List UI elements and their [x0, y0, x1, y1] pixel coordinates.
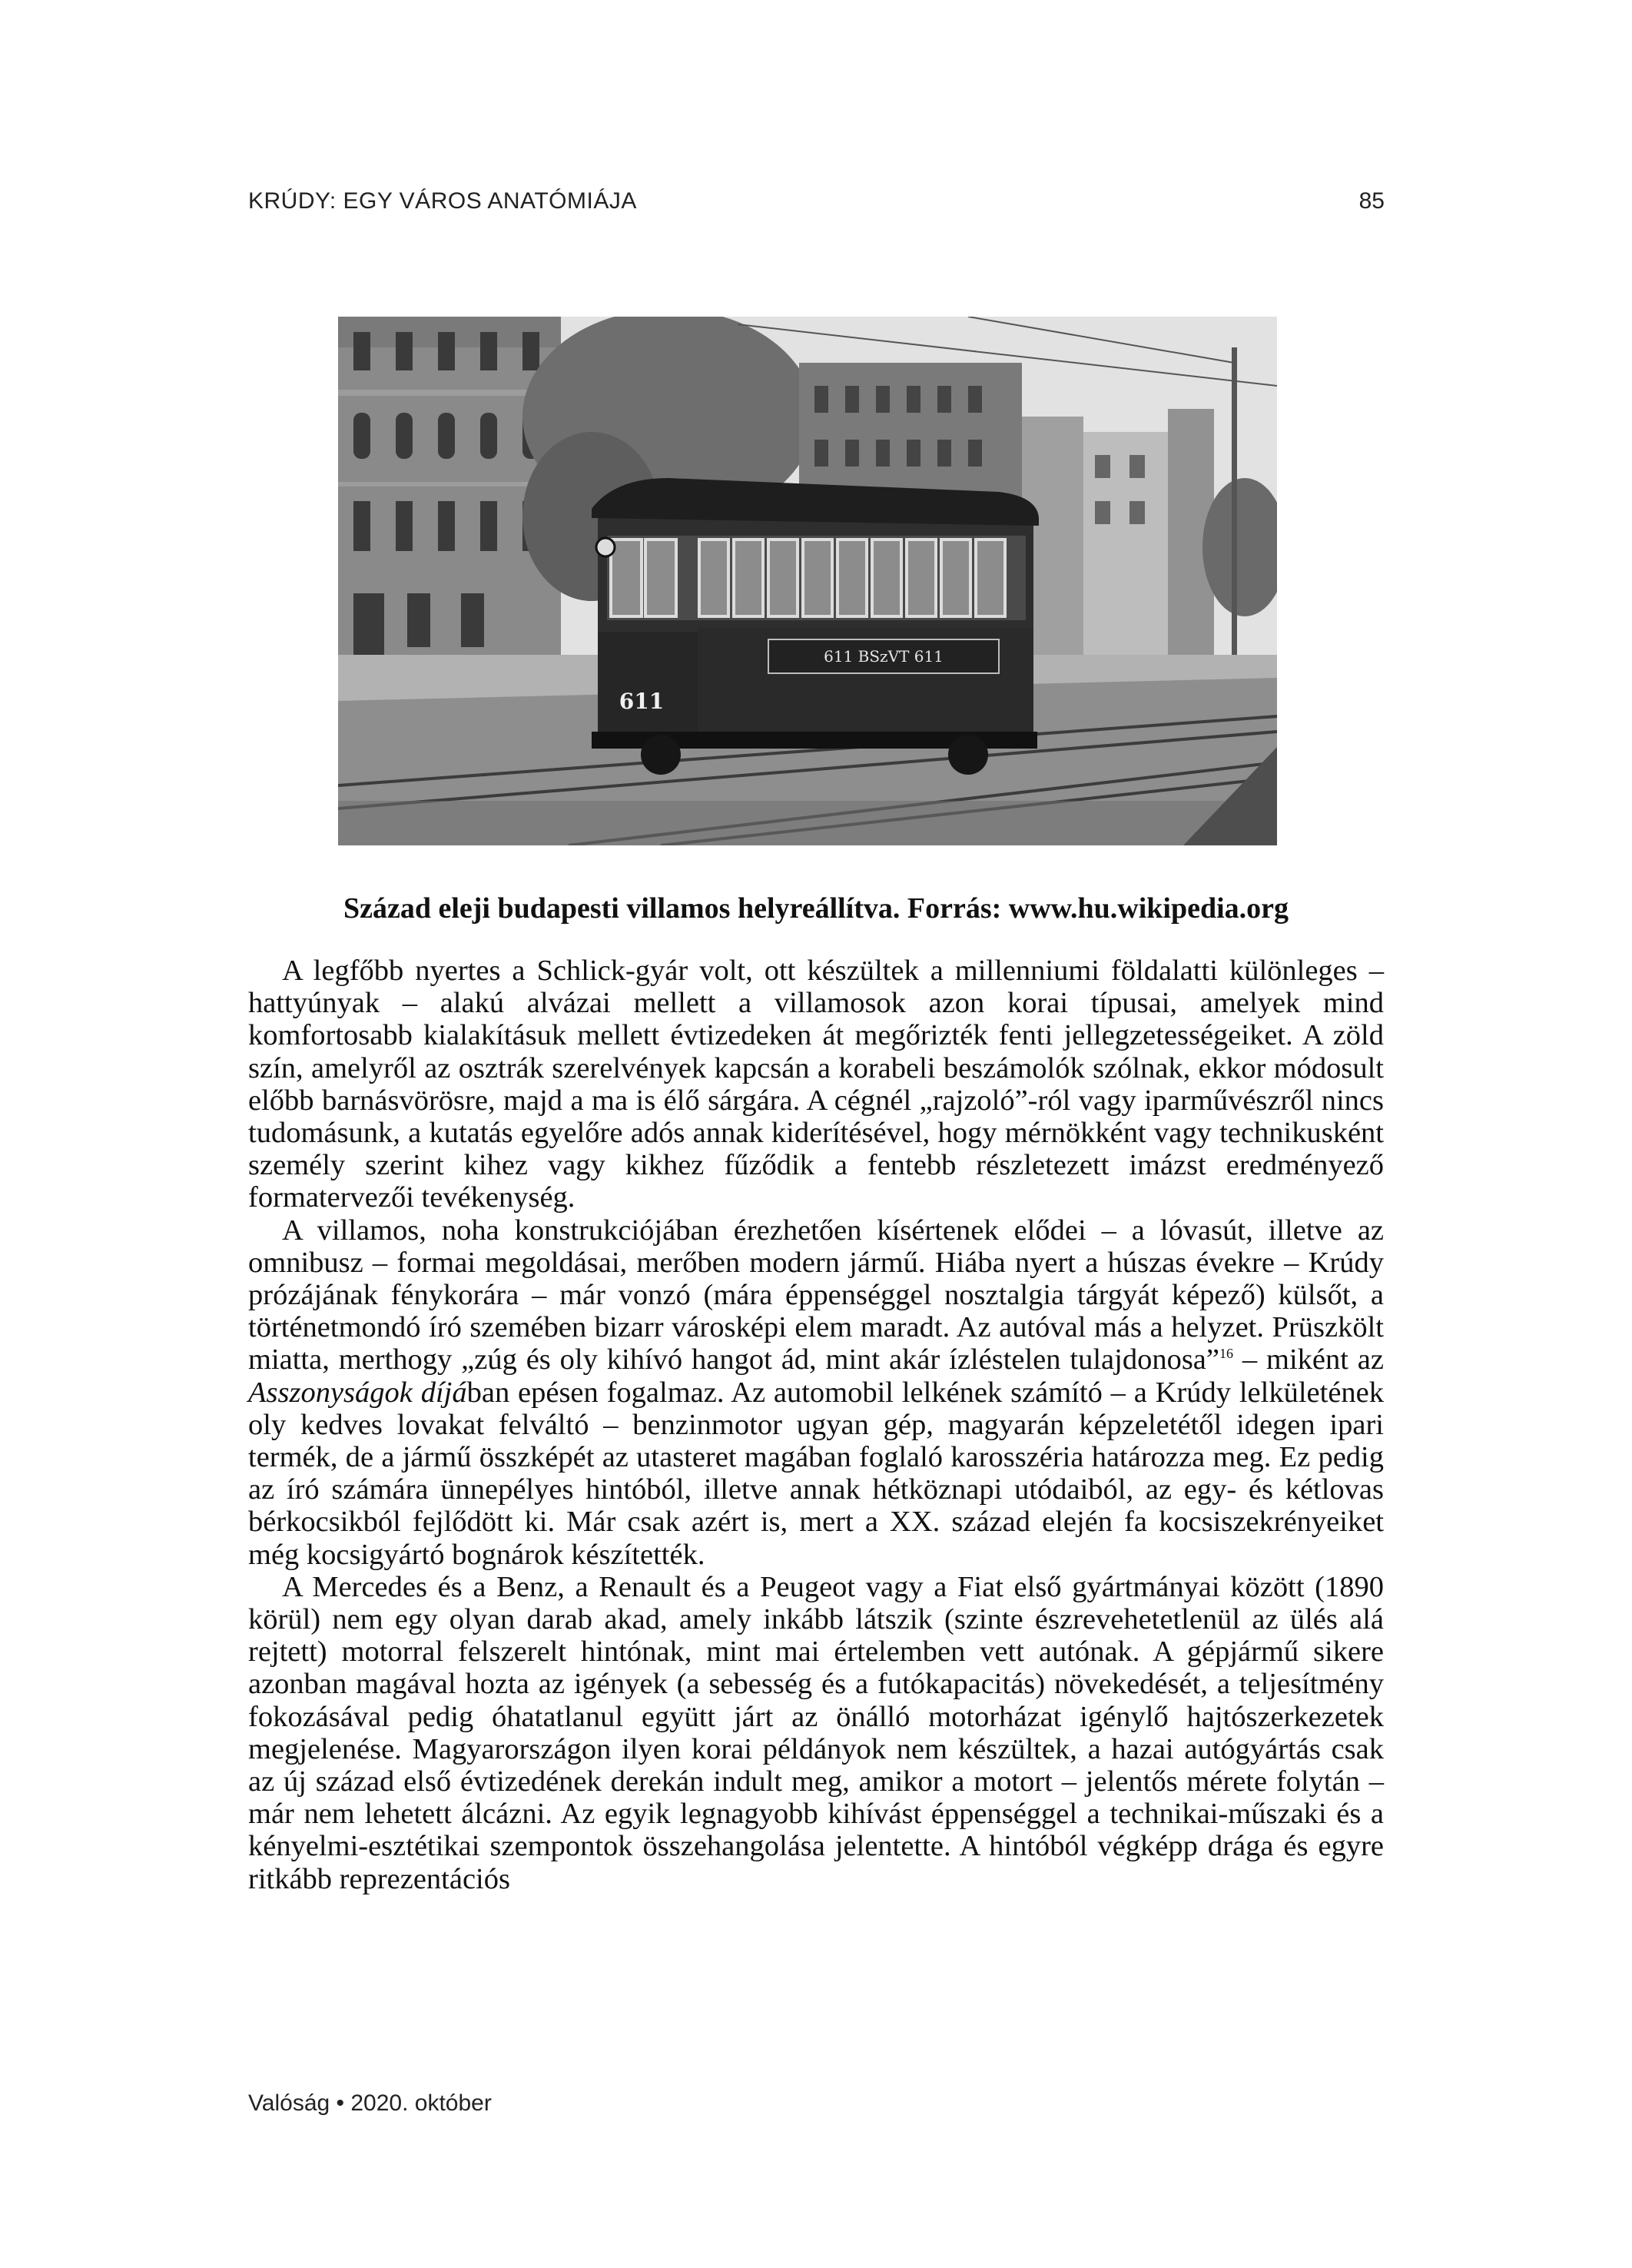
paragraph-2-part-c: ban epésen fogalmaz. Az automobil lelkének számító – a Krúdy lelkületének oly kedves lovakat felváltó – benzinmotor ugyan gép, magyarán képzeletétől idegen ipari termék, de a jármű összképét az utasteret magában foglaló karosszéria határozza meg. Ez pedig az író számára ünnepélyes hintóból, illetve annak hétköznapi utódaiból, az egy- és kétlovas bérkocsikból fejlődött ki. Már csak azért is, mert a XX. század elején fa kocsiszekrényeiket még kocsigyártó bognárok készítették. — [248, 1376, 1384, 1571]
book-title: Asszonyságok díjá — [248, 1376, 467, 1409]
paragraph-1: A legfőbb nyertes a Schlick-gyár volt, ott készültek a millenniumi földalatti különleges – hattyúnyak – alakú alvázai mellett a villamosok azon korai típusai, amelyek mind komfortosabb kialakításuk mellett évtizedeken át megőrizték fenti jellegzetességeiket. A zöld szín, amelyről az osztrák szerelvények kapcsán a korabeli beszámolók szólnak, ekkor módosult előbb barnásvörösre, majd a ma is élő sárgára. A cégnél „rajzoló”-ról vagy iparművészről nincs tudomásunk, a kutatás egyelőre adós annak kiderítésével, hogy mérnökként vagy technikusként személy szerint kihez vagy kikhez fűződik a fentebb részletezett imázst eredményező formatervezői tevékenység. — [248, 955, 1384, 1214]
tram-side-sign: 611 BSzVT 611 — [824, 647, 944, 666]
tram-number: 611 — [619, 689, 665, 714]
figure-caption: Század eleji budapesti villamos helyreállítva. Forrás: www.hu.wikipedia.org — [343, 892, 1289, 925]
paragraph-3: A Mercedes és a Benz, a Renault és a Peugeot vagy a Fiat első gyártmányai között (1890 körül) nem egy olyan darab akad, amely inkább látszik (szinte észrevehetetlenül az ülés alá rejtett) motorral felszerelt hintónak, mint mai értelemben vett autónak. A gépjármű sikere azonban magával hozta az igények (a sebesség és a futókapacitás) növekedését, a teljesítmény fokozásával pedig óhatatlanul együtt járt az önálló motorházat igénylő hajtószerkezetek megjelenése. Magyarországon ilyen korai példányok nem készültek, a hazai autógyártás csak az új század első évtizedének derekán indult meg, amikor a motort – jelentős mérete folytán – már nem lehetett álcázni. Az egyik legnagyobb kihívást éppenséggel a technikai-műszaki és a kényelmi-esztétikai szempontok összehangolása jelentette. A hintóból végképp drága és egyre ritkább reprezentációs — [248, 1570, 1384, 1895]
article-body — [248, 955, 1384, 1895]
tram-photo — [338, 317, 1277, 845]
footnote-ref-16: 16 — [1219, 1346, 1233, 1362]
paragraph-2 — [248, 1214, 1384, 1571]
paragraph-2-part-a: A villamos, noha konstrukciójában érezhetően kísértenek elődei – a lóvasút, illetve az omnibusz – formai megoldásai, merőben modern jármű. Hiába nyert a húszas évekre – Krúdy prózájának fénykorára – már vonzó (mára éppenséggel nosztalgia tárgyát képező) külsőt, a történetmondó író szemében bizarr városképi elem maradt. Az autóval más a helyzet. Prüszkölt miatta, merthogy „zúg és oly kihívó hangot ád, mint akár ízléstelen tulajdonosa” — [248, 1214, 1384, 1376]
journal-footer: Valóság • 2020. október — [248, 2090, 492, 2116]
running-title: KRÚDY: EGY VÁROS ANATÓMIÁJA — [248, 188, 637, 214]
paragraph-2-part-b: – miként az — [1232, 1343, 1384, 1376]
page-number: 85 — [1358, 188, 1385, 214]
